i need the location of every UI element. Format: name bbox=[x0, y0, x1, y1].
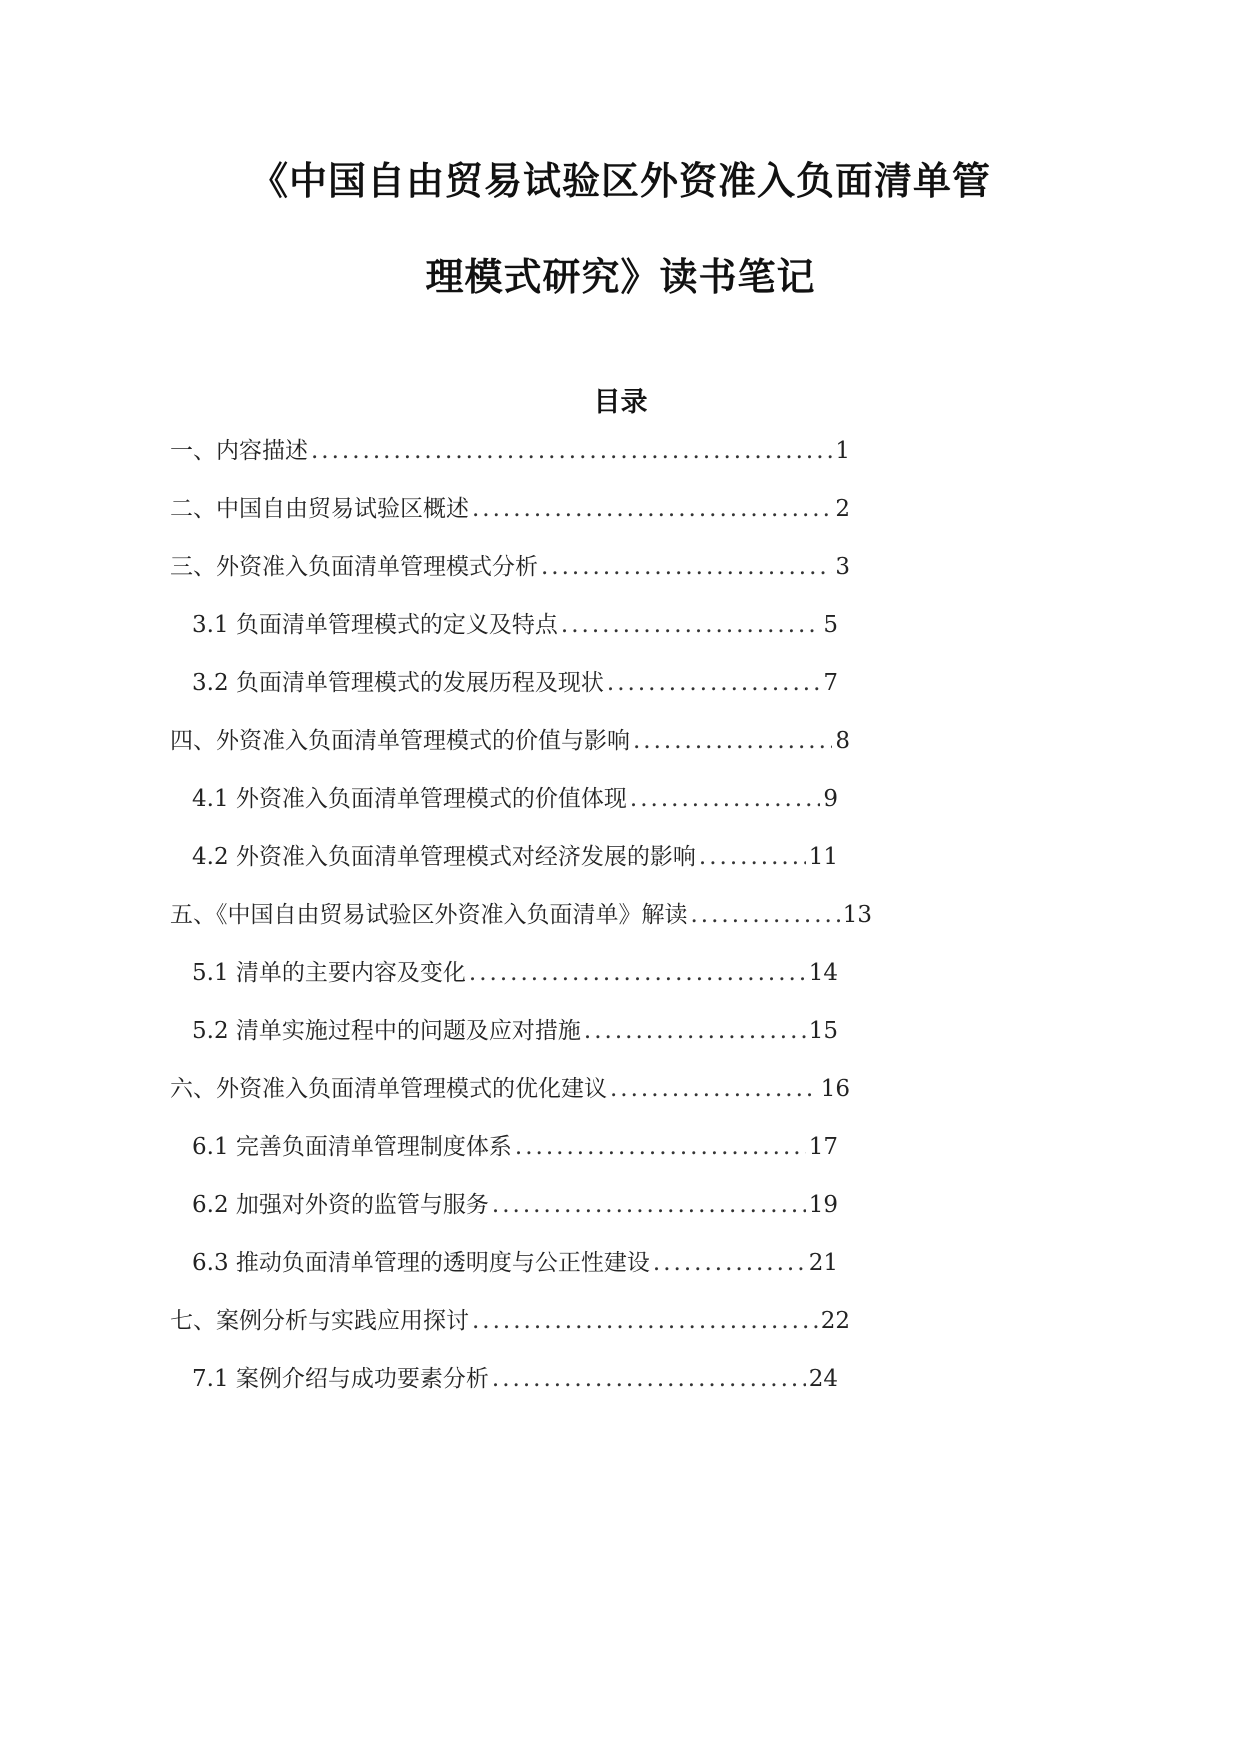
toc-entry-label: 7.1 案例介绍与成功要素分析 bbox=[192, 1366, 489, 1392]
toc-entry-label: 四、外资准入负面清单管理模式的价值与影响 bbox=[170, 728, 630, 754]
toc-page-number: 19 bbox=[808, 1192, 838, 1218]
toc-entry-3-1[interactable] bbox=[192, 606, 838, 646]
toc-page-number: 15 bbox=[808, 1018, 838, 1044]
toc-entry-label: 6.2 加强对外资的监管与服务 bbox=[192, 1192, 489, 1218]
toc-entry-6[interactable] bbox=[170, 1070, 850, 1110]
toc-page-number: 21 bbox=[808, 1250, 838, 1276]
toc-entry-6-3[interactable] bbox=[192, 1244, 838, 1284]
toc-heading: 目录 bbox=[593, 387, 648, 418]
toc-entry-label: 6.3 推动负面清单管理的透明度与公正性建设 bbox=[192, 1250, 650, 1276]
toc-entry-1[interactable] bbox=[170, 432, 850, 472]
toc-entry-5-2[interactable] bbox=[192, 1012, 838, 1052]
toc-entry-3-2[interactable] bbox=[192, 664, 838, 704]
toc-entry-label: 3.2 负面清单管理模式的发展历程及现状 bbox=[192, 670, 604, 696]
toc-page-number: 22 bbox=[820, 1308, 850, 1334]
document-title-line-1: 《中国自由贸易试验区外资准入负面清单管 bbox=[249, 158, 991, 203]
toc-page-number: 9 bbox=[823, 786, 838, 812]
toc-entry-5[interactable] bbox=[170, 896, 872, 936]
toc-dot-leader bbox=[515, 1134, 806, 1160]
toc-entry-label: 三、外资准入负面清单管理模式分析 bbox=[170, 554, 538, 580]
toc-page-number: 14 bbox=[808, 960, 838, 986]
toc-entry-2[interactable] bbox=[170, 490, 850, 530]
toc-page-number: 16 bbox=[820, 1076, 850, 1102]
toc-entry-label: 4.2 外资准入负面清单管理模式对经济发展的影响 bbox=[192, 844, 696, 870]
toc-page-number: 17 bbox=[808, 1134, 838, 1160]
toc-entry-label: 5.2 清单实施过程中的问题及应对措施 bbox=[192, 1018, 581, 1044]
toc-entry-label: 六、外资准入负面清单管理模式的优化建议 bbox=[170, 1076, 607, 1102]
toc-entry-4[interactable] bbox=[170, 722, 850, 762]
toc-page-number: 24 bbox=[808, 1366, 838, 1392]
toc-entry-6-1[interactable] bbox=[192, 1128, 838, 1168]
toc-entry-label: 七、案例分析与实践应用探讨 bbox=[170, 1308, 469, 1334]
document-title-line-2: 理模式研究》读书笔记 bbox=[425, 254, 816, 299]
toc-entry-7[interactable] bbox=[170, 1302, 850, 1342]
toc-dot-leader bbox=[610, 1076, 818, 1102]
toc-page-number: 3 bbox=[835, 554, 850, 580]
toc-page-number: 11 bbox=[808, 844, 838, 870]
toc-dot-leader bbox=[653, 1250, 806, 1276]
toc-entry-4-2[interactable] bbox=[192, 838, 838, 878]
toc-page-number: 1 bbox=[835, 438, 850, 464]
toc-page-number: 7 bbox=[823, 670, 838, 696]
toc-entry-label: 4.1 外资准入负面清单管理模式的价值体现 bbox=[192, 786, 627, 812]
toc-dot-leader bbox=[633, 728, 832, 754]
toc-entry-7-1[interactable] bbox=[192, 1360, 838, 1400]
toc-entry-label: 3.1 负面清单管理模式的定义及特点 bbox=[192, 612, 558, 638]
toc-dot-leader bbox=[691, 902, 840, 928]
toc-dot-leader bbox=[607, 670, 820, 696]
toc-page-number: 2 bbox=[835, 496, 850, 522]
toc-dot-leader bbox=[561, 612, 820, 638]
toc-entry-label: 五、《中国自由贸易试验区外资准入负面清单》解读 bbox=[170, 902, 688, 928]
toc-entry-6-2[interactable] bbox=[192, 1186, 838, 1226]
toc-dot-leader bbox=[630, 786, 820, 812]
toc-entry-4-1[interactable] bbox=[192, 780, 838, 820]
toc-entry-3[interactable] bbox=[170, 548, 850, 588]
toc-page-number: 5 bbox=[823, 612, 838, 638]
toc-dot-leader bbox=[469, 960, 806, 986]
toc-entry-label: 一、内容描述 bbox=[170, 438, 308, 464]
toc-entry-label: 二、中国自由贸易试验区概述 bbox=[170, 496, 469, 522]
toc-dot-leader bbox=[492, 1192, 806, 1218]
toc-page-number: 13 bbox=[842, 902, 872, 928]
toc-entry-label: 5.1 清单的主要内容及变化 bbox=[192, 960, 466, 986]
toc-entry-5-1[interactable] bbox=[192, 954, 838, 994]
toc-dot-leader bbox=[584, 1018, 806, 1044]
toc-dot-leader bbox=[472, 1308, 818, 1334]
toc-dot-leader bbox=[541, 554, 832, 580]
toc-dot-leader bbox=[472, 496, 832, 522]
toc-dot-leader bbox=[699, 844, 806, 870]
toc-dot-leader bbox=[492, 1366, 806, 1392]
toc-page-number: 8 bbox=[835, 728, 850, 754]
toc-dot-leader bbox=[311, 438, 832, 464]
toc-entry-label: 6.1 完善负面清单管理制度体系 bbox=[192, 1134, 512, 1160]
